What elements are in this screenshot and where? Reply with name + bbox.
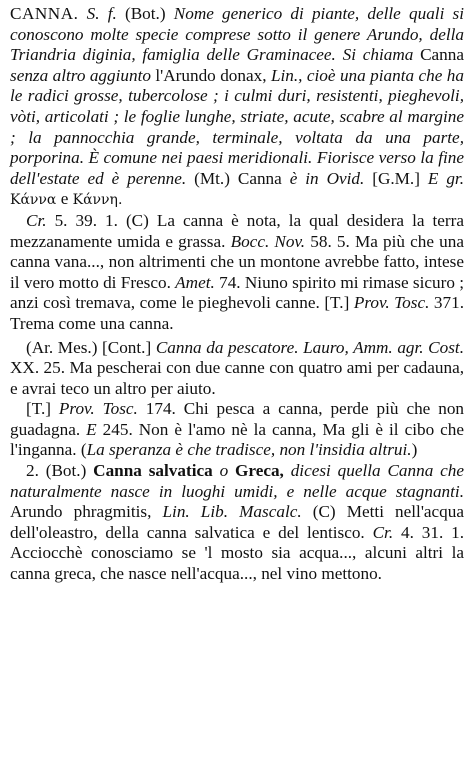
text-run: 2. (Bot.) bbox=[26, 461, 94, 481]
text-run: Canna salvatica bbox=[93, 461, 220, 481]
text-run: Amet. bbox=[175, 272, 220, 292]
text-run: (C) Metti nell'acqua dell'oleastro, della canna salvatica e del lentisco. bbox=[10, 502, 464, 542]
text-run: (Ar. Mes.) [Cont.] bbox=[26, 337, 156, 357]
text-run: 4. 31. 1. Acciocchè conosciamo se 'l mosto sia acqua..., alcuni altri la canna greca, che nasce nell'acqua..., nel vino mettono. bbox=[10, 522, 464, 584]
text-run: 5. 39. 1. (C) La canna è nota, la qual desidera la terra mezzanamente umida e grassa. bbox=[10, 210, 464, 251]
text-run: Bocc. Nov. bbox=[230, 231, 311, 251]
text-run: (Bot.) bbox=[124, 4, 174, 23]
text-run: E bbox=[86, 419, 103, 439]
text-run: La speranza è che tradisce, non l'insidia altrui. bbox=[86, 440, 412, 460]
text-run: Cr. bbox=[372, 522, 401, 542]
text-run: Lin. Lib. Mascalc. bbox=[162, 502, 313, 522]
text-run: Lin., cioè una pianta che ha le radici grosse, tubercolose ; i culmi duri, resistenti, pieghevoli, vòti, articolati ; le foglie lunghe, striate, acute, scabre al margine ; la pannocchia grande, terminale, voltata da una parte, porporina. È comune nei paesi meridionali. Fiorisce verso la fine dell'estate ed è perenne. bbox=[10, 65, 464, 188]
proverbs-paragraph bbox=[10, 399, 464, 461]
text-run: è in Ovid. bbox=[289, 168, 373, 188]
text-run: Κάννα bbox=[10, 192, 57, 209]
text-run: XX. 25. Ma pescherai con due canne con quatro ami per cadauna, e avrai teco un altro per aiuto. bbox=[10, 358, 464, 398]
text-run: Prov. Tosc. bbox=[58, 399, 146, 419]
text-run: CANNA. bbox=[10, 4, 79, 23]
entry-definition bbox=[10, 4, 464, 211]
text-run: Cr. bbox=[26, 210, 55, 230]
fishing-rod-paragraph bbox=[10, 338, 464, 400]
text-run: 74. Niuno spirito mi rimase sicuro ; anzi così tremava, come le pieghevoli canne. [T.] bbox=[10, 272, 464, 313]
text-run: Canna bbox=[420, 45, 464, 65]
text-run: 245. Non è l'amo nè la canna, Ma gli è il cibo che l'inganna. ( bbox=[10, 419, 465, 460]
text-run: o bbox=[219, 461, 236, 481]
text-run: Prov. Tosc. bbox=[353, 293, 434, 313]
text-run: Κάννη. bbox=[72, 192, 123, 209]
text-run: S. f. bbox=[78, 4, 125, 23]
text-run: 58. 5. Ma più che una canna vana..., non altrimenti che un montone avrebbe fatto, intese il vero motto di Fresco. bbox=[10, 231, 464, 292]
text-run: Greca, bbox=[235, 461, 291, 481]
text-run: [G.M.] bbox=[372, 168, 428, 188]
text-run: [T.] bbox=[26, 399, 59, 419]
wild-cane-paragraph bbox=[10, 461, 464, 585]
text-run: Nome generico di piante, delle quali si conoscono molte specie comprese sotto il genere Arundo, della Triandria diginia, famiglia delle Graminacee. Si chiama bbox=[10, 4, 464, 65]
text-run: 174. Chi pesca a canna, perde più che non guadagna. bbox=[10, 399, 465, 439]
citations-paragraph bbox=[10, 211, 464, 335]
text-run: e bbox=[56, 189, 73, 209]
text-run: senza altro aggiunto bbox=[10, 65, 156, 85]
text-run: Canna da pescatore. Lauro, Amm. agr. Cost. bbox=[155, 337, 465, 357]
text-run: 371. Trema come una canna. bbox=[10, 293, 464, 333]
text-run: E gr. bbox=[427, 168, 464, 188]
text-run: (Mt.) Canna bbox=[194, 168, 290, 188]
text-run: ) bbox=[411, 440, 418, 460]
text-run: Arundo phragmitis, bbox=[10, 502, 163, 522]
text-run: dicesi quella Canna che naturalmente nasce in luoghi umidi, e nelle acque stagnanti. bbox=[10, 461, 464, 501]
text-run: l'Arundo donax, bbox=[155, 65, 271, 85]
